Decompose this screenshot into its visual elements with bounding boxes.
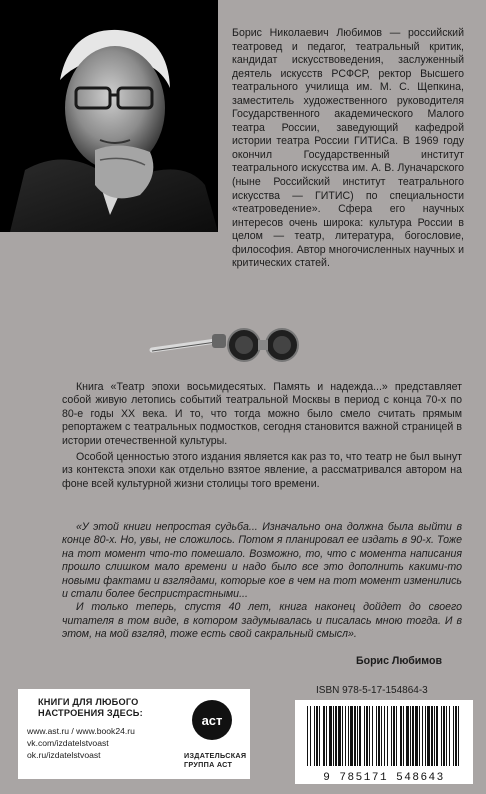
svg-text:аст: аст — [201, 713, 223, 728]
barcode-digits: 9 785171 548643 — [323, 772, 445, 784]
description-paragraph: Особой ценностью этого издания является как раз то, что театр не был вынут из контекста эпохи как отдельно взятое явление, а рассматривался автором на фоне всей культурной жизни столицы того времени. — [62, 451, 462, 490]
promo-title: КНИГИ ДЛЯ ЛЮБОГО НАСТРОЕНИЯ ЗДЕСЬ: — [38, 697, 143, 718]
ok-link[interactable]: ok.ru/izdatelstvoast — [27, 750, 101, 760]
vk-link[interactable]: vk.com/izdatelstvoast — [27, 738, 109, 748]
publisher-promo-box — [18, 689, 250, 779]
website-link[interactable]: www.ast.ru / www.book24.ru — [27, 726, 135, 736]
promo-links — [27, 725, 135, 761]
quote-author: Борис Любимов — [356, 655, 442, 667]
ast-logo-icon — [191, 699, 233, 741]
quote-paragraph: «У этой книги непростая судьба... Изначально она должна была выйти в конце 80-х. Но, увы, не сложилось. Потом я планировал ее издать в 90-х. Тоже на тот момент что-то помешало. Возможно, то, что с момента написания прошло слишком мало времени и надо было все это дополнить какими-то новыми фактами и взглядами, которые кое в чем на тот момент изменились и стали более беспристрастными... — [62, 521, 462, 601]
author-bio: Борис Николаевич Любимов — российский театровед и педагог, театральный критик, кандидат искусствоведения, заслуженный деятель искусств РСФСР, ректор Высшего театрального училища им. М. С. Щепкина, заместитель художественного руководителя Государственного академического Малого театра России, заведующий кафедрой истории театра России ГИТИСа. В 1969 году окончил Государственный институт театрального искусства им. А. В. Луначарского (ныне Российский институт театрального искусства — ГИТИС) по специальности «театроведение». Сфера его научных интересов очень широка: культура России в целом — театр, литература, богословие, философия. Автор многочисленных научных и критических статей. — [232, 27, 464, 270]
author-quote — [62, 521, 462, 642]
author-photo — [0, 0, 218, 232]
description-paragraph: Книга «Театр эпохи восьмидесятых. Память и надежда...» представляет собой живую летопись событий театральной Москвы в период с конца 70-х по 80-е годы XX века. И то, что тогда можно было смело считать прямым репортажем с театральных подмостков, сегодня становится важной страницей в истории отечественной культуры. — [62, 381, 462, 447]
isbn-label: ISBN 978-5-17-154864-3 — [316, 685, 428, 696]
barcode — [295, 700, 473, 784]
publisher-name: ИЗДАТЕЛЬСКАЯ ГРУППА АСТ — [184, 751, 247, 769]
opera-glasses-illustration — [146, 324, 328, 370]
quote-paragraph: И только теперь, спустя 40 лет, книга наконец дойдет до своего читателя в том виде, в котором задумывалась и писалась мною тогда. И в этом, на мой взгляд, тоже есть свой сакральный смысл». — [62, 601, 462, 641]
